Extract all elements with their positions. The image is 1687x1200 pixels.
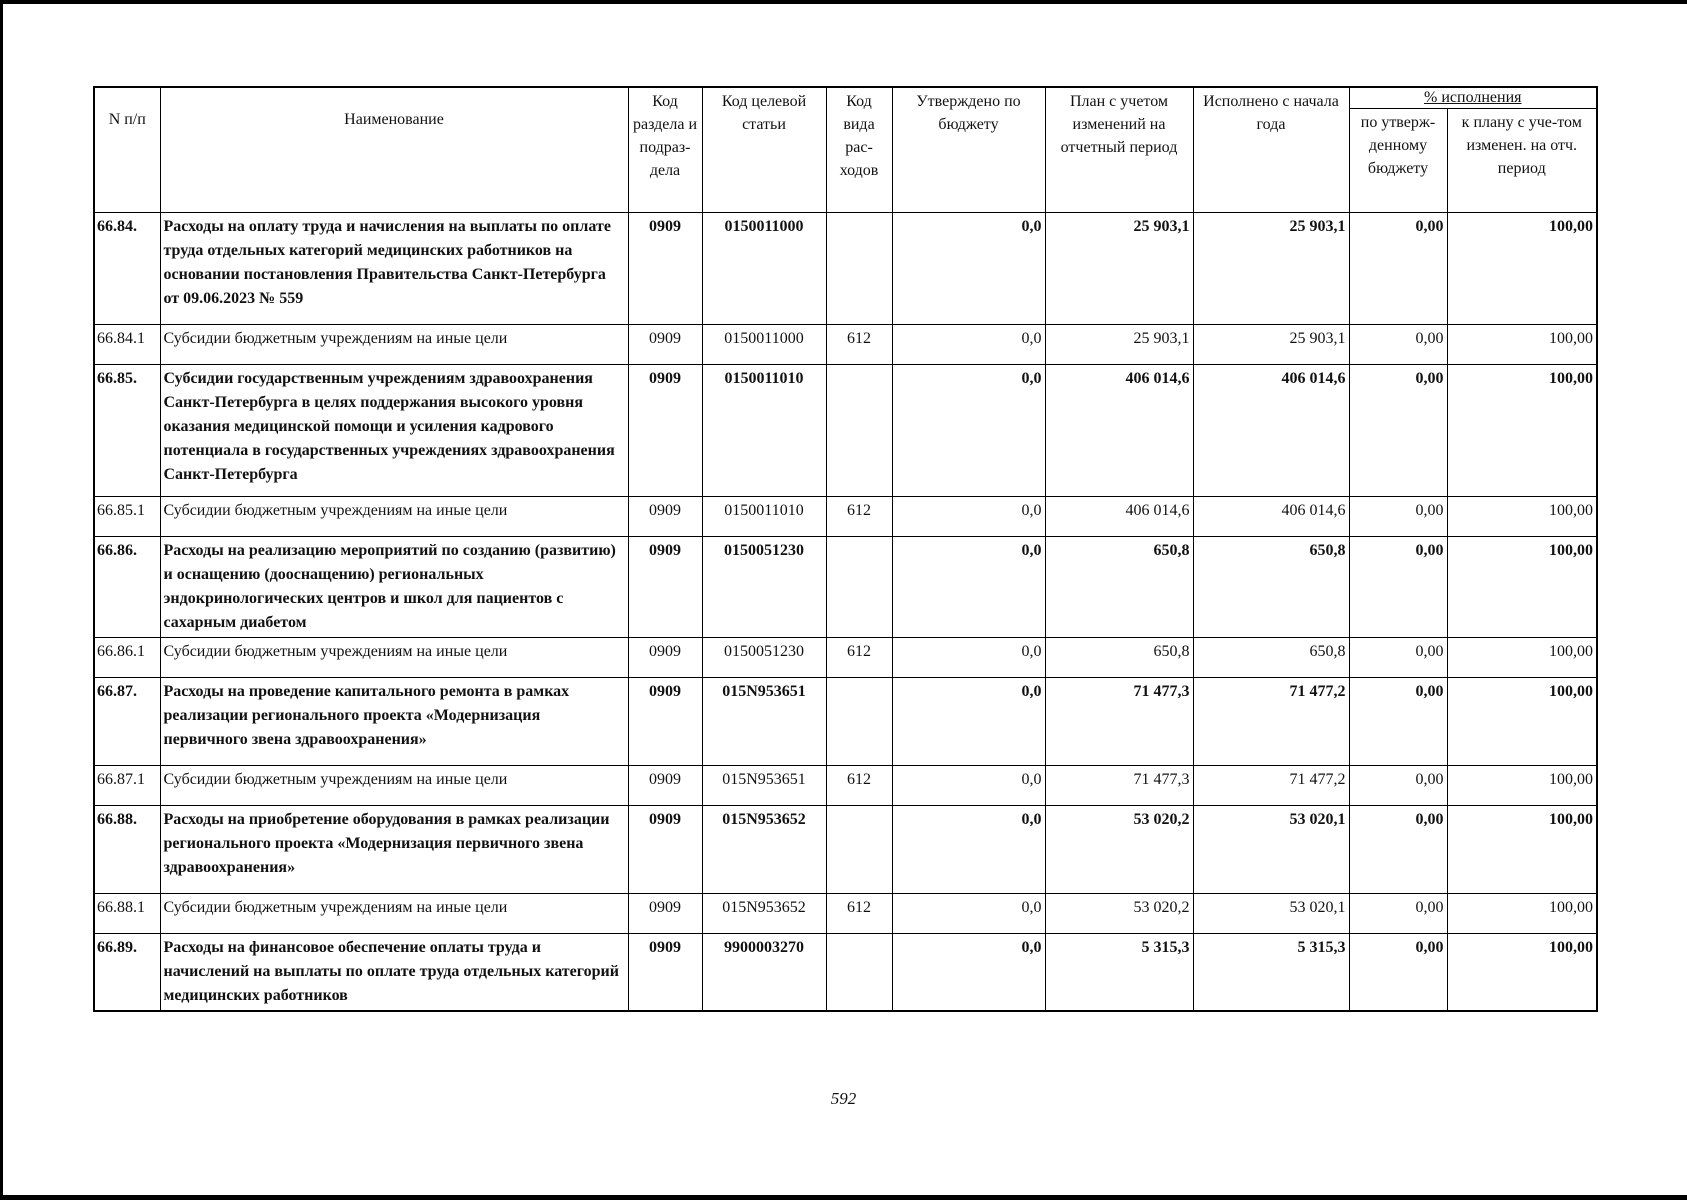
cell-approved: 0,0	[892, 806, 1045, 894]
page-number: 592	[830, 1089, 857, 1108]
header-name: Наименование	[160, 87, 628, 213]
cell-executed: 406 014,6	[1193, 365, 1349, 497]
cell-section-code: 0909	[628, 213, 702, 325]
cell-percent-budget: 0,00	[1349, 325, 1447, 365]
cell-percent-budget: 0,00	[1349, 806, 1447, 894]
cell-executed: 25 903,1	[1193, 325, 1349, 365]
header-executed: Исполнено с начала года	[1193, 87, 1349, 213]
cell-section-code: 0909	[628, 934, 702, 1012]
cell-num: 66.85.1	[94, 497, 160, 537]
table-row-item	[94, 365, 1597, 497]
scan-border-left	[0, 0, 3, 1200]
cell-target-code: 0150011000	[702, 213, 826, 325]
cell-num: 66.88.1	[94, 894, 160, 934]
table-header	[94, 87, 1597, 213]
cell-name: Субсидии бюджетным учреждениям на иные цели	[160, 894, 628, 934]
cell-target-code: 0150011010	[702, 365, 826, 497]
cell-executed: 5 315,3	[1193, 934, 1349, 1012]
cell-approved: 0,0	[892, 894, 1045, 934]
cell-num: 66.84.	[94, 213, 160, 325]
cell-num: 66.88.	[94, 806, 160, 894]
header-target-code: Код целевой статьи	[702, 87, 826, 213]
budget-execution-table	[93, 86, 1598, 1012]
cell-expense-code	[826, 537, 892, 638]
cell-percent-plan: 100,00	[1447, 497, 1597, 537]
cell-approved: 0,0	[892, 497, 1045, 537]
cell-target-code: 0150011010	[702, 497, 826, 537]
cell-target-code: 0150011000	[702, 325, 826, 365]
cell-plan: 406 014,6	[1045, 365, 1193, 497]
cell-percent-plan: 100,00	[1447, 766, 1597, 806]
cell-expense-code	[826, 365, 892, 497]
cell-approved: 0,0	[892, 537, 1045, 638]
cell-executed: 71 477,2	[1193, 766, 1349, 806]
cell-approved: 0,0	[892, 934, 1045, 1012]
cell-name: Субсидии бюджетным учреждениям на иные цели	[160, 497, 628, 537]
cell-plan: 25 903,1	[1045, 325, 1193, 365]
cell-name: Расходы на проведение капитального ремонта в рамках реализации регионального проекта «Модернизация первичного звена здравоохранения»	[160, 678, 628, 766]
cell-num: 66.85.	[94, 365, 160, 497]
cell-expense-code: 612	[826, 325, 892, 365]
cell-section-code: 0909	[628, 678, 702, 766]
budget-report-sheet	[93, 86, 1596, 1012]
cell-approved: 0,0	[892, 365, 1045, 497]
cell-num: 66.89.	[94, 934, 160, 1012]
table-row-subitem	[94, 325, 1597, 365]
cell-percent-plan: 100,00	[1447, 638, 1597, 678]
cell-approved: 0,0	[892, 766, 1045, 806]
cell-approved: 0,0	[892, 213, 1045, 325]
cell-percent-plan: 100,00	[1447, 325, 1597, 365]
cell-num: 66.86.1	[94, 638, 160, 678]
cell-section-code: 0909	[628, 894, 702, 934]
cell-plan: 53 020,2	[1045, 806, 1193, 894]
cell-num: 66.84.1	[94, 325, 160, 365]
cell-name: Субсидии бюджетным учреждениям на иные цели	[160, 325, 628, 365]
cell-percent-plan: 100,00	[1447, 678, 1597, 766]
table-row-item	[94, 934, 1597, 1012]
cell-percent-plan: 100,00	[1447, 806, 1597, 894]
cell-percent-budget: 0,00	[1349, 678, 1447, 766]
cell-approved: 0,0	[892, 638, 1045, 678]
table-body	[94, 213, 1597, 1012]
cell-plan: 650,8	[1045, 638, 1193, 678]
cell-section-code: 0909	[628, 806, 702, 894]
cell-percent-budget: 0,00	[1349, 365, 1447, 497]
header-percent-plan: к плану с уче-том изменен. на отч. период	[1447, 109, 1597, 213]
cell-expense-code: 612	[826, 497, 892, 537]
cell-name: Субсидии бюджетным учреждениям на иные цели	[160, 638, 628, 678]
table-row-item	[94, 806, 1597, 894]
cell-section-code: 0909	[628, 365, 702, 497]
scan-border-top	[0, 0, 1687, 4]
cell-percent-budget: 0,00	[1349, 537, 1447, 638]
cell-plan: 71 477,3	[1045, 678, 1193, 766]
cell-section-code: 0909	[628, 638, 702, 678]
header-plan: План с учетом изменений на отчетный период	[1045, 87, 1193, 213]
header-percent-budget: по утверж-денному бюджету	[1349, 109, 1447, 213]
header-num: N п/п	[94, 87, 160, 213]
cell-executed: 650,8	[1193, 537, 1349, 638]
cell-num: 66.87.	[94, 678, 160, 766]
table-row-subitem	[94, 766, 1597, 806]
cell-approved: 0,0	[892, 325, 1045, 365]
cell-expense-code: 612	[826, 894, 892, 934]
cell-expense-code	[826, 934, 892, 1012]
cell-target-code: 0150051230	[702, 638, 826, 678]
cell-expense-code: 612	[826, 766, 892, 806]
table-row-subitem	[94, 638, 1597, 678]
cell-approved: 0,0	[892, 678, 1045, 766]
cell-name: Субсидии бюджетным учреждениям на иные цели	[160, 766, 628, 806]
cell-target-code: 9900003270	[702, 934, 826, 1012]
table-row-subitem	[94, 497, 1597, 537]
table-row-subitem	[94, 894, 1597, 934]
cell-expense-code	[826, 213, 892, 325]
cell-section-code: 0909	[628, 766, 702, 806]
header-section-code: Код раздела и подраз-дела	[628, 87, 702, 213]
cell-name: Расходы на финансовое обеспечение оплаты труда и начислений на выплаты по оплате труда отдельных категорий медицинских работников	[160, 934, 628, 1012]
cell-expense-code	[826, 678, 892, 766]
cell-executed: 53 020,1	[1193, 806, 1349, 894]
cell-name: Расходы на реализацию мероприятий по созданию (развитию) и оснащению (дооснащению) региональных эндокринологических центров и школ для пациентов с сахарным диабетом	[160, 537, 628, 638]
table-row-item	[94, 678, 1597, 766]
cell-target-code: 015N953651	[702, 678, 826, 766]
cell-plan: 5 315,3	[1045, 934, 1193, 1012]
cell-name: Расходы на оплату труда и начисления на выплаты по оплате труда отдельных категорий медицинских работников на основании постановления Правительства Санкт-Петербурга от 09.06.2023 № 559	[160, 213, 628, 325]
cell-executed: 406 014,6	[1193, 497, 1349, 537]
cell-executed: 53 020,1	[1193, 894, 1349, 934]
cell-target-code: 015N953651	[702, 766, 826, 806]
cell-plan: 650,8	[1045, 537, 1193, 638]
cell-target-code: 015N953652	[702, 894, 826, 934]
cell-name: Субсидии государственным учреждениям здравоохранения Санкт-Петербурга в целях поддержания высокого уровня оказания медицинской помощи и усиления кадрового потенциала в государственных учреждениях здравоохранения Санкт-Петербурга	[160, 365, 628, 497]
cell-percent-plan: 100,00	[1447, 365, 1597, 497]
cell-percent-plan: 100,00	[1447, 537, 1597, 638]
cell-percent-budget: 0,00	[1349, 638, 1447, 678]
cell-section-code: 0909	[628, 537, 702, 638]
cell-executed: 71 477,2	[1193, 678, 1349, 766]
cell-percent-plan: 100,00	[1447, 894, 1597, 934]
cell-plan: 25 903,1	[1045, 213, 1193, 325]
cell-percent-plan: 100,00	[1447, 934, 1597, 1012]
cell-percent-budget: 0,00	[1349, 213, 1447, 325]
cell-num: 66.87.1	[94, 766, 160, 806]
cell-executed: 650,8	[1193, 638, 1349, 678]
cell-target-code: 0150051230	[702, 537, 826, 638]
scan-border-bottom	[0, 1195, 1687, 1200]
cell-plan: 71 477,3	[1045, 766, 1193, 806]
cell-section-code: 0909	[628, 497, 702, 537]
cell-percent-plan: 100,00	[1447, 213, 1597, 325]
header-percent-group: % исполнения	[1349, 87, 1597, 109]
cell-percent-budget: 0,00	[1349, 934, 1447, 1012]
header-approved: Утверждено по бюджету	[892, 87, 1045, 213]
cell-expense-code	[826, 806, 892, 894]
cell-plan: 53 020,2	[1045, 894, 1193, 934]
cell-target-code: 015N953652	[702, 806, 826, 894]
cell-percent-budget: 0,00	[1349, 894, 1447, 934]
cell-expense-code: 612	[826, 638, 892, 678]
cell-num: 66.86.	[94, 537, 160, 638]
cell-plan: 406 014,6	[1045, 497, 1193, 537]
table-row-item	[94, 537, 1597, 638]
cell-percent-budget: 0,00	[1349, 497, 1447, 537]
cell-percent-budget: 0,00	[1349, 766, 1447, 806]
cell-name: Расходы на приобретение оборудования в рамках реализации регионального проекта «Модернизация первичного звена здравоохранения»	[160, 806, 628, 894]
cell-section-code: 0909	[628, 325, 702, 365]
header-expense-code: Код вида рас-ходов	[826, 87, 892, 213]
table-row-item	[94, 213, 1597, 325]
cell-executed: 25 903,1	[1193, 213, 1349, 325]
